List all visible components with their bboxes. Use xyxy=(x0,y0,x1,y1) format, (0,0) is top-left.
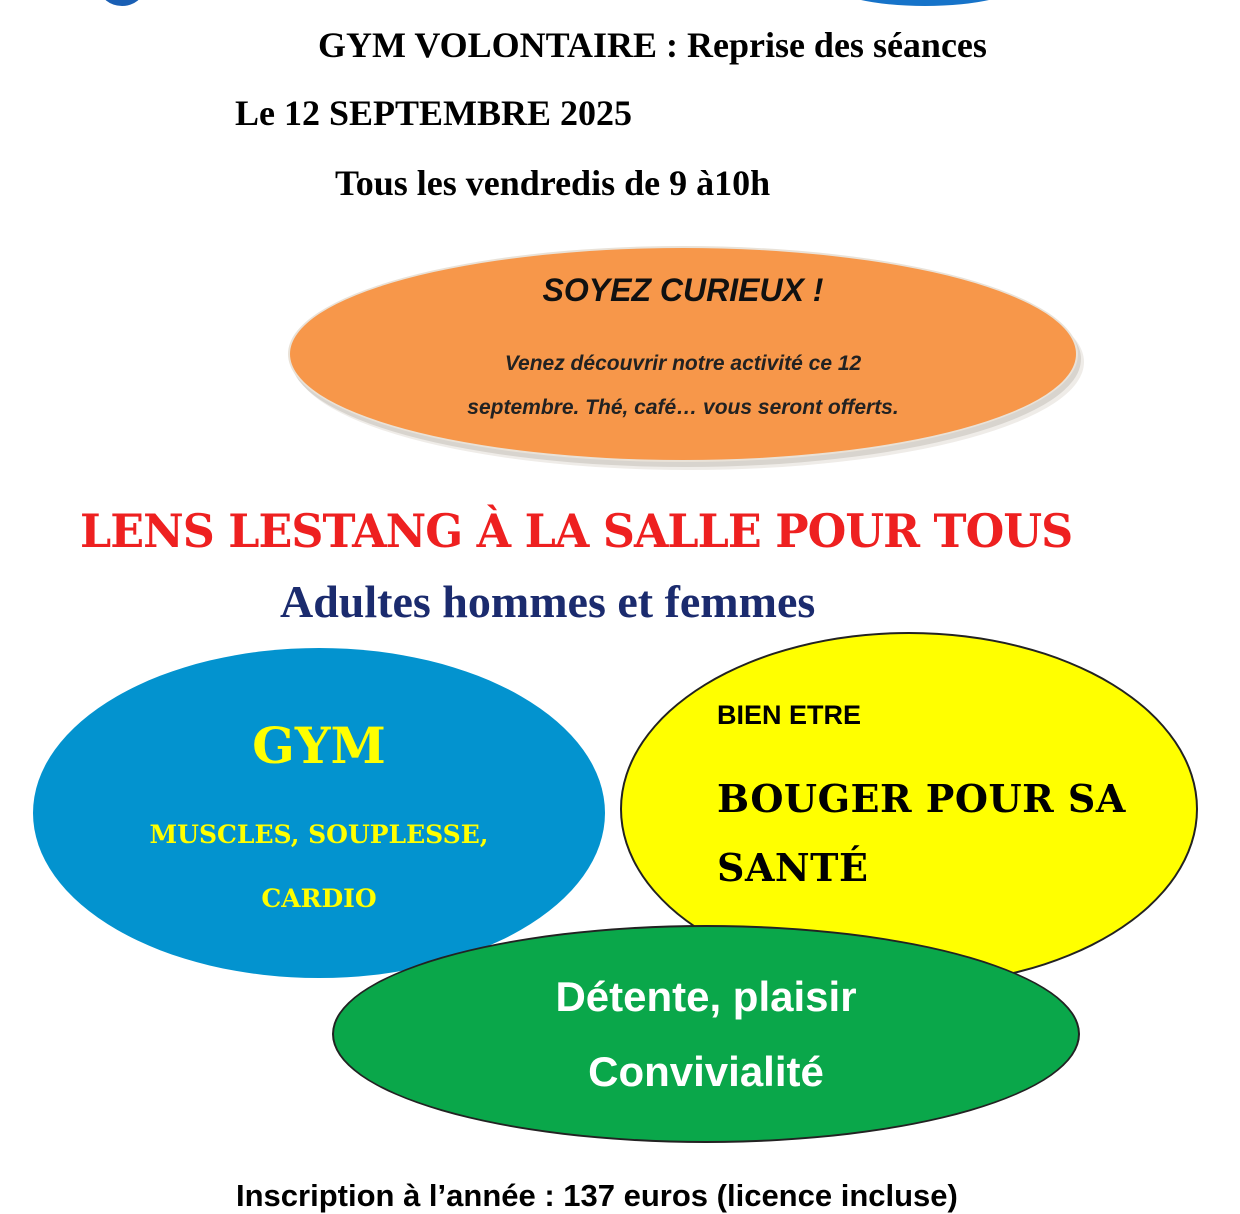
logo-left xyxy=(100,0,144,6)
inscription-price: Inscription à l’année : 137 euros (licence incluse) xyxy=(236,1178,958,1213)
wellness-line-2: SANTÉ xyxy=(717,845,869,890)
event-schedule: Tous les vendredis de 9 à10h xyxy=(335,163,771,203)
fun-bubble-line-1: Détente, plaisir xyxy=(555,973,857,1020)
fun-bubble xyxy=(332,925,1080,1143)
logo-right xyxy=(830,0,1020,6)
curious-bubble-title: SOYEZ CURIEUX ! xyxy=(542,272,824,308)
flyer-title: GYM VOLONTAIRE : Reprise des séances xyxy=(318,25,987,65)
gym-bubble-line-1: MUSCLES, SOUPLESSE, xyxy=(149,820,489,849)
curious-bubble-line-2: septembre. Thé, café… vous seront offerts. xyxy=(467,396,899,419)
gym-bubble-title: GYM xyxy=(252,716,386,775)
fun-bubble-line-2: Convivialité xyxy=(588,1048,824,1095)
gym-bubble xyxy=(33,648,605,978)
location-heading: LENS LESTANG À LA SALLE POUR TOUS xyxy=(80,504,1073,558)
event-date: Le 12 SEPTEMBRE 2025 xyxy=(235,93,633,133)
gym-bubble-line-2: CARDIO xyxy=(261,884,377,913)
wellness-label: BIEN ETRE xyxy=(717,700,862,730)
audience-heading: Adultes hommes et femmes xyxy=(280,576,816,627)
curious-bubble-line-1: Venez découvrir notre activité ce 12 xyxy=(504,352,862,375)
wellness-line-1: BOUGER POUR SA xyxy=(717,776,1126,821)
